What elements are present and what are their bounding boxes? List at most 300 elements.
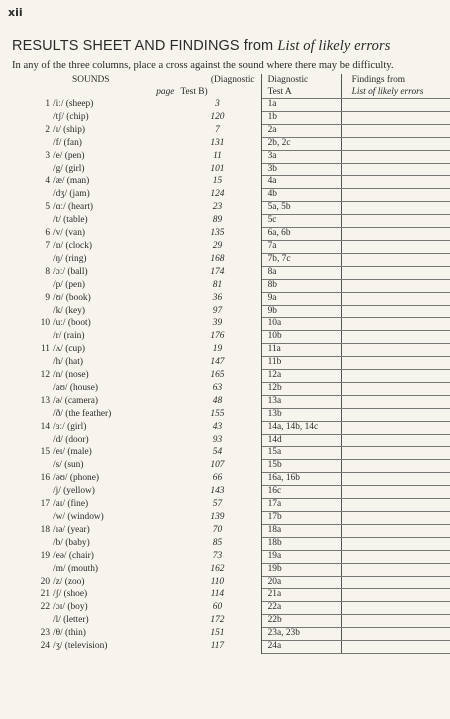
header-sounds: SOUNDS (72, 75, 110, 85)
sound-cell (20, 253, 178, 266)
page-value: 174 (210, 266, 225, 277)
sound-label: /s/ (sun) (53, 460, 84, 471)
sound-label: /əʊ/ (phone) (53, 473, 100, 484)
findings-cell[interactable] (341, 124, 450, 137)
sound-label: /ð/ (the feather) (53, 408, 112, 419)
sound-cell (20, 176, 178, 189)
findings-cell[interactable] (341, 253, 450, 266)
row-number: 8 (45, 266, 50, 277)
findings-cell[interactable] (341, 99, 450, 112)
table-row (20, 563, 450, 576)
sound-label: /ʌ/ (cup) (53, 344, 86, 355)
sound-label: /m/ (mouth) (53, 563, 99, 574)
page-value: 165 (210, 370, 225, 381)
page-cell (178, 473, 261, 486)
sound-label: /aʊ/ (house) (53, 382, 98, 393)
test-a-cell: 3a (261, 150, 341, 163)
test-a-cell: 14a, 14b, 14c (261, 421, 341, 434)
sound-cell (20, 641, 178, 654)
table-row (20, 176, 450, 189)
page-value: 85 (212, 537, 223, 548)
test-a-cell: 17a (261, 499, 341, 512)
test-a-cell: 17b (261, 512, 341, 525)
page-cell (178, 563, 261, 576)
findings-cell[interactable] (341, 266, 450, 279)
test-a-cell: 16c (261, 486, 341, 499)
table-row (20, 524, 450, 537)
sound-cell (20, 163, 178, 176)
table-row (20, 589, 450, 602)
page-value: 107 (210, 460, 225, 471)
title-italic: List of likely errors (277, 38, 391, 54)
findings-cell[interactable] (341, 524, 450, 537)
page-cell (178, 279, 261, 292)
page-title (12, 38, 390, 55)
sound-label: /ɔː/ (ball) (53, 266, 88, 277)
sound-label: /r/ (rain) (53, 331, 85, 342)
sound-label: /ŋ/ (ring) (53, 253, 87, 264)
row-number: 17 (40, 499, 50, 510)
page-value: 117 (210, 641, 225, 652)
test-a-cell: 7a (261, 240, 341, 253)
table-row (20, 641, 450, 654)
table-row (20, 240, 450, 253)
findings-cell[interactable] (341, 111, 450, 124)
test-a-cell: 2a (261, 124, 341, 137)
page-cell (178, 434, 261, 447)
table-row (20, 550, 450, 563)
sound-cell (20, 344, 178, 357)
page-cell (178, 150, 261, 163)
page-value: 48 (212, 395, 223, 406)
page-cell (178, 253, 261, 266)
findings-cell[interactable] (341, 576, 450, 589)
page-cell (178, 486, 261, 499)
row-number: 18 (40, 524, 50, 535)
table-row (20, 434, 450, 447)
page-value: 7 (215, 124, 220, 135)
page-cell (178, 524, 261, 537)
page-value: 162 (210, 563, 225, 574)
sound-cell (20, 524, 178, 537)
page-cell (178, 215, 261, 228)
findings-cell[interactable] (341, 228, 450, 241)
page-cell (178, 189, 261, 202)
sound-cell (20, 150, 178, 163)
row-number: 9 (45, 292, 50, 303)
sound-cell (20, 292, 178, 305)
table-row (20, 137, 450, 150)
table-row (20, 331, 450, 344)
page-cell (178, 421, 261, 434)
test-a-cell: 14d (261, 434, 341, 447)
findings-cell[interactable] (341, 279, 450, 292)
header-diagnostic-a: Diagnostic (261, 74, 341, 86)
findings-cell[interactable] (341, 176, 450, 189)
test-a-cell: 22b (261, 615, 341, 628)
page-cell (178, 99, 261, 112)
sound-label: /t/ (table) (53, 215, 88, 226)
page-cell (178, 292, 261, 305)
test-a-cell: 18b (261, 537, 341, 550)
page-cell (178, 602, 261, 615)
findings-cell[interactable] (341, 434, 450, 447)
sound-cell (20, 460, 178, 473)
page-value: 81 (212, 279, 223, 290)
table-row (20, 460, 450, 473)
header-row-2 (20, 86, 450, 99)
sound-cell (20, 228, 178, 241)
row-number: 16 (40, 473, 50, 484)
page-cell (178, 163, 261, 176)
row-number: 23 (40, 628, 50, 639)
findings-cell[interactable] (341, 292, 450, 305)
sound-label: /d/ (door) (53, 434, 89, 445)
findings-cell[interactable] (341, 473, 450, 486)
page-cell (178, 499, 261, 512)
sound-cell (20, 357, 178, 370)
sound-label: /g/ (girl) (53, 163, 85, 174)
page-value: 23 (212, 202, 223, 213)
table-row (20, 395, 450, 408)
test-a-cell: 23a, 23b (261, 628, 341, 641)
page-cell (178, 408, 261, 421)
findings-cell[interactable] (341, 563, 450, 576)
findings-cell[interactable] (341, 395, 450, 408)
table-row (20, 628, 450, 641)
table-row (20, 576, 450, 589)
row-number: 11 (40, 344, 50, 355)
page-value: 124 (210, 189, 225, 200)
page-value: 11 (213, 150, 222, 161)
test-a-cell: 12b (261, 382, 341, 395)
sound-label: /n/ (nose) (53, 370, 89, 381)
page-value: 101 (210, 163, 225, 174)
sound-cell (20, 486, 178, 499)
findings-cell[interactable] (341, 163, 450, 176)
instructions: In any of the three columns, place a cross against the sound where there may be difficulty. (12, 60, 394, 71)
findings-cell[interactable] (341, 382, 450, 395)
table-row (20, 408, 450, 421)
page-value: 15 (212, 176, 223, 187)
page-cell (178, 382, 261, 395)
findings-cell[interactable] (341, 318, 450, 331)
test-a-cell: 5a, 5b (261, 202, 341, 215)
table-row (20, 370, 450, 383)
page-cell (178, 266, 261, 279)
findings-cell[interactable] (341, 408, 450, 421)
sound-label: /ɔɪ/ (boy) (53, 602, 88, 613)
sound-label: /eə/ (chair) (53, 550, 94, 561)
table-row (20, 318, 450, 331)
sound-label: /ɒ/ (clock) (53, 240, 93, 251)
page-value: 97 (212, 305, 223, 316)
page-cell (178, 641, 261, 654)
test-a-cell: 1b (261, 111, 341, 124)
sound-cell (20, 550, 178, 563)
header-row-1 (20, 74, 450, 86)
test-a-cell: 24a (261, 641, 341, 654)
sound-label: /aɪ/ (fine) (53, 499, 89, 510)
findings-cell[interactable] (341, 628, 450, 641)
sound-cell (20, 189, 178, 202)
sound-label: /æ/ (man) (53, 176, 90, 187)
page-cell (178, 615, 261, 628)
page-cell (178, 228, 261, 241)
page-cell (178, 111, 261, 124)
row-number: 13 (40, 395, 50, 406)
table-row (20, 602, 450, 615)
table-row (20, 253, 450, 266)
sound-cell (20, 434, 178, 447)
test-a-cell: 19a (261, 550, 341, 563)
title-text: RESULTS SHEET AND FINDINGS from (12, 38, 274, 54)
test-a-cell: 13b (261, 408, 341, 421)
findings-cell[interactable] (341, 370, 450, 383)
test-a-cell: 18a (261, 524, 341, 537)
sound-cell (20, 576, 178, 589)
test-a-cell: 15a (261, 447, 341, 460)
sound-label: /ɜː/ (girl) (53, 421, 87, 432)
page-cell (178, 176, 261, 189)
page-cell (178, 370, 261, 383)
table-row (20, 447, 450, 460)
test-a-cell: 11a (261, 344, 341, 357)
findings-cell[interactable] (341, 486, 450, 499)
page-value: 172 (210, 615, 225, 626)
table-row (20, 499, 450, 512)
page-cell (178, 202, 261, 215)
sound-cell (20, 305, 178, 318)
test-a-cell: 10b (261, 331, 341, 344)
sound-cell (20, 215, 178, 228)
test-a-cell: 3b (261, 163, 341, 176)
page-value: 89 (212, 215, 223, 226)
row-number: 19 (40, 550, 50, 561)
page-cell (178, 589, 261, 602)
sound-cell (20, 408, 178, 421)
sound-cell (20, 537, 178, 550)
page-cell (178, 305, 261, 318)
test-a-cell: 5c (261, 215, 341, 228)
table-row (20, 615, 450, 628)
findings-cell[interactable] (341, 499, 450, 512)
page-value: 60 (212, 602, 223, 613)
table-row (20, 512, 450, 525)
page-value: 147 (210, 357, 225, 368)
row-number: 2 (45, 124, 50, 135)
sound-label: /dʒ/ (jam) (53, 189, 90, 200)
sound-cell (20, 395, 178, 408)
sound-label: /h/ (hat) (53, 357, 83, 368)
findings-cell[interactable] (341, 202, 450, 215)
test-a-cell: 4b (261, 189, 341, 202)
page-cell (178, 331, 261, 344)
row-number: 5 (45, 202, 50, 213)
findings-cell[interactable] (341, 344, 450, 357)
page-number: xii (8, 6, 23, 19)
page-cell (178, 550, 261, 563)
page-value: 43 (212, 421, 223, 432)
sound-label: /z/ (zoo) (53, 576, 85, 587)
sound-cell (20, 331, 178, 344)
table-row (20, 189, 450, 202)
table-row (20, 357, 450, 370)
test-a-cell: 16a, 16b (261, 473, 341, 486)
findings-cell[interactable] (341, 421, 450, 434)
sound-cell (20, 382, 178, 395)
table-row (20, 305, 450, 318)
findings-cell[interactable] (341, 189, 450, 202)
findings-cell[interactable] (341, 460, 450, 473)
table-row (20, 292, 450, 305)
table-row (20, 124, 450, 137)
results-table (20, 74, 450, 654)
table-row (20, 486, 450, 499)
test-a-cell: 12a (261, 370, 341, 383)
page-value: 120 (210, 111, 225, 122)
table-row (20, 473, 450, 486)
findings-cell[interactable] (341, 602, 450, 615)
findings-cell[interactable] (341, 150, 450, 163)
page-value: 176 (210, 331, 225, 342)
page-cell (178, 628, 261, 641)
sound-label: /p/ (pen) (53, 279, 86, 290)
page-value: 70 (212, 524, 223, 535)
test-a-cell: 8b (261, 279, 341, 292)
table-row (20, 228, 450, 241)
test-a-cell: 9b (261, 305, 341, 318)
sound-cell (20, 318, 178, 331)
test-a-cell: 8a (261, 266, 341, 279)
row-number: 15 (40, 447, 50, 458)
row-number: 20 (40, 576, 50, 587)
test-a-cell: 6a, 6b (261, 228, 341, 241)
sound-cell (20, 447, 178, 460)
findings-cell[interactable] (341, 447, 450, 460)
header-likely-errors: List of likely errors (341, 86, 450, 99)
sound-label: /eɪ/ (male) (53, 447, 92, 458)
sound-cell (20, 512, 178, 525)
sound-label: /b/ (baby) (53, 537, 90, 548)
findings-cell[interactable] (341, 137, 450, 150)
page-value: 151 (210, 628, 225, 639)
page-value: 73 (212, 550, 223, 561)
table-row (20, 202, 450, 215)
sound-label: /θ/ (thin) (53, 628, 86, 639)
sound-label: /ɑː/ (heart) (53, 202, 94, 213)
header-diagnostic-b: (Diagnostic (178, 74, 261, 86)
sound-label: /ə/ (camera) (53, 395, 99, 406)
table-row (20, 344, 450, 357)
page-value: 155 (210, 408, 225, 419)
table-row (20, 279, 450, 292)
page-value: 63 (212, 382, 223, 393)
findings-cell[interactable] (341, 589, 450, 602)
sound-label: /ʊ/ (book) (53, 292, 91, 303)
findings-cell[interactable] (341, 615, 450, 628)
sound-cell (20, 279, 178, 292)
sound-label: /k/ (key) (53, 305, 86, 316)
sound-cell (20, 370, 178, 383)
sound-cell (20, 99, 178, 112)
findings-cell[interactable] (341, 537, 450, 550)
sound-label: /w/ (window) (53, 512, 104, 522)
findings-cell[interactable] (341, 331, 450, 344)
sound-label: /j/ (yellow) (53, 486, 95, 497)
sound-label: /ɪ/ (ship) (53, 124, 86, 135)
page-cell (178, 395, 261, 408)
findings-cell[interactable] (341, 305, 450, 318)
sound-label: /v/ (van) (53, 228, 86, 239)
page-cell (178, 240, 261, 253)
page-cell (178, 137, 261, 150)
findings-cell[interactable] (341, 240, 450, 253)
test-a-cell: 10a (261, 318, 341, 331)
findings-cell[interactable] (341, 641, 450, 654)
sound-cell (20, 499, 178, 512)
row-number: 22 (40, 602, 50, 613)
test-a-cell: 7b, 7c (261, 253, 341, 266)
table-row (20, 382, 450, 395)
page-value: 57 (212, 499, 223, 510)
page-cell (178, 537, 261, 550)
sound-cell (20, 628, 178, 641)
findings-cell[interactable] (341, 550, 450, 563)
page-cell (178, 124, 261, 137)
test-a-cell: 4a (261, 176, 341, 189)
page-value: 168 (210, 253, 225, 264)
test-a-cell: 2b, 2c (261, 137, 341, 150)
page-value: 29 (212, 240, 223, 251)
table-row (20, 163, 450, 176)
test-a-cell: 13a (261, 395, 341, 408)
page-value: 39 (212, 318, 223, 329)
page-value: 36 (212, 292, 223, 303)
page-value: 93 (212, 434, 223, 445)
sound-label: /tʃ/ (chip) (53, 111, 89, 122)
test-a-cell: 9a (261, 292, 341, 305)
sound-cell (20, 124, 178, 137)
row-number: 10 (40, 318, 50, 329)
table-row (20, 421, 450, 434)
sound-label: /e/ (pen) (53, 150, 85, 161)
page-value: 139 (210, 512, 225, 522)
row-number: 12 (40, 370, 50, 381)
sound-label: /ʃ/ (shoe) (53, 589, 88, 600)
sound-label: /uː/ (boot) (53, 318, 91, 329)
sound-cell (20, 421, 178, 434)
table-row (20, 99, 450, 112)
header-test-b: Test B) (178, 86, 261, 99)
sound-cell (20, 137, 178, 150)
findings-cell[interactable] (341, 512, 450, 525)
page-value: 19 (212, 344, 223, 355)
sound-cell (20, 266, 178, 279)
table-row (20, 215, 450, 228)
test-a-cell: 15b (261, 460, 341, 473)
row-number: 6 (45, 228, 50, 239)
sound-cell (20, 615, 178, 628)
sound-cell (20, 563, 178, 576)
findings-cell[interactable] (341, 357, 450, 370)
sound-label: /f/ (fan) (53, 137, 82, 148)
test-a-cell: 11b (261, 357, 341, 370)
sound-cell (20, 240, 178, 253)
findings-cell[interactable] (341, 215, 450, 228)
sound-label: /ɪə/ (year) (53, 524, 90, 535)
row-number: 24 (40, 641, 50, 652)
